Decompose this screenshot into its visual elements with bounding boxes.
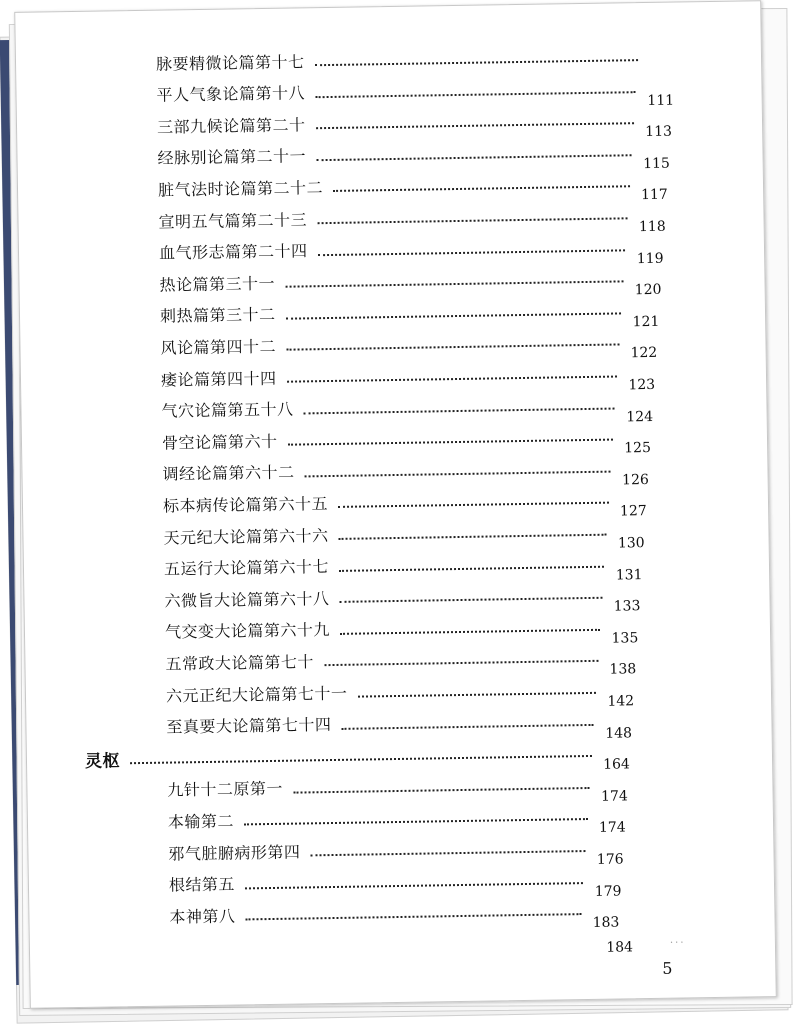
toc-title: 气穴论篇第五十八 [161, 399, 294, 421]
toc-page-number: 115 [643, 155, 670, 172]
toc-page-number: 130 [617, 535, 645, 552]
dot-leader [244, 818, 588, 825]
toc-entry[interactable] [168, 831, 623, 866]
dot-leader [316, 122, 634, 129]
dot-leader [315, 59, 638, 66]
toc-entry[interactable] [166, 673, 634, 708]
dot-leader [286, 312, 622, 319]
toc-title: 五常政大论篇第七十 [165, 652, 315, 674]
toc-page-number: 135 [611, 630, 639, 647]
toc-entry[interactable] [160, 294, 660, 330]
toc-entry[interactable] [158, 167, 668, 203]
toc-page-number: 164 [603, 756, 631, 773]
toc-page-number: 124 [626, 408, 654, 425]
toc-entry[interactable] [156, 72, 674, 108]
toc-entry[interactable] [161, 389, 653, 425]
dot-leader [304, 407, 615, 414]
toc-page-number: 113 [645, 123, 673, 141]
toc-title: 本神第八 [169, 906, 236, 927]
toc-entry[interactable] [169, 863, 622, 898]
toc-page-number: 118 [638, 218, 666, 236]
toc-entry[interactable] [160, 325, 657, 361]
dot-leader [285, 281, 623, 288]
toc-title: 痿论篇第四十四 [160, 368, 277, 390]
dot-leader [286, 344, 619, 351]
dot-leader [293, 787, 590, 794]
toc-page-number: 131 [615, 566, 643, 584]
toc-title: 骨空论篇第六十 [161, 431, 278, 453]
toc-entry[interactable] [159, 230, 664, 266]
toc-title: 调经论篇第六十二 [162, 462, 295, 484]
toc-entry[interactable] [162, 420, 651, 456]
toc-page-number: 174 [600, 788, 628, 805]
dot-leader [245, 882, 583, 889]
dot-leader [311, 850, 586, 856]
toc-page-number: 125 [624, 440, 652, 457]
dot-leader [333, 186, 630, 193]
toc-title: 刺热篇第三十二 [159, 305, 276, 326]
toc-title: 根结第五 [168, 874, 236, 895]
dot-leader [340, 629, 600, 635]
toc-title: 平人气象论篇第十八 [156, 83, 306, 105]
toc-page-number: 123 [628, 376, 656, 394]
toc-page-number: 122 [630, 345, 658, 362]
toc-title: 脏气法时论篇第二十二 [157, 177, 324, 200]
dot-leader [315, 91, 636, 98]
toc-page-number: 138 [609, 661, 637, 679]
toc-entry[interactable] [169, 895, 619, 930]
toc-title: 标本病传论篇第六十五 [162, 493, 329, 516]
toc-title: 脉要精微论篇第十七 [155, 51, 305, 74]
toc-title: 六微旨大论篇第六十八 [164, 588, 330, 611]
toc-title: 血气形志篇第二十四 [158, 241, 308, 263]
toc-entry[interactable] [164, 578, 640, 613]
toc-page-number: 127 [619, 503, 647, 520]
table-of-contents [15, 1, 760, 932]
toc-title: 至真要大论篇第七十四 [166, 715, 332, 737]
toc-page-number: 121 [632, 313, 660, 331]
toc-entry[interactable] [161, 357, 655, 393]
page-number: 5 [662, 958, 673, 978]
toc-title: 天元纪大论篇第六十六 [163, 525, 329, 548]
toc-entry[interactable] [163, 483, 647, 519]
dot-leader [342, 724, 594, 730]
toc-page-number: 119 [636, 250, 664, 267]
toc-title: 五运行大论篇第六十七 [163, 557, 330, 579]
toc-title: 经脉别论篇第二十一 [157, 146, 307, 168]
toc-entry[interactable] [159, 262, 661, 298]
dot-leader [339, 565, 604, 571]
dot-leader [316, 154, 632, 161]
toc-page-number: 117 [640, 187, 668, 204]
toc-page [14, 0, 777, 1009]
toc-page-number: 133 [613, 598, 641, 615]
toc-entry[interactable] [165, 642, 636, 677]
toc-title: 本输第二 [167, 811, 235, 832]
toc-title: 九针十二原第一 [167, 779, 284, 800]
toc-title: 宣明五气篇第二十三 [158, 209, 308, 232]
toc-page-number: 126 [621, 471, 649, 489]
dot-leader [340, 597, 603, 603]
dot-leader [246, 913, 582, 920]
dot-leader [339, 534, 607, 540]
toc-entry[interactable] [157, 104, 672, 140]
toc-entry[interactable] [168, 800, 626, 835]
toc-title: 风论篇第四十二 [160, 336, 277, 358]
toc-entry[interactable] [157, 135, 670, 171]
toc-title: 热论篇第三十一 [159, 273, 276, 295]
toc-page-number: 142 [607, 693, 635, 710]
toc-entry[interactable] [167, 768, 628, 803]
toc-page-number: 120 [634, 281, 662, 299]
toc-entry[interactable] [164, 547, 643, 583]
dot-leader [318, 249, 626, 256]
corner-dots: ··· [669, 937, 686, 949]
dot-leader [288, 439, 613, 446]
toc-entry[interactable] [162, 452, 649, 488]
toc-page-number: 183 [592, 914, 620, 932]
toc-page-number: 176 [596, 851, 624, 868]
dot-leader [287, 376, 617, 383]
dot-leader [130, 755, 592, 764]
toc-title: 灵枢 [84, 751, 121, 772]
dot-leader [305, 470, 611, 477]
dot-leader [317, 217, 627, 224]
toc-section[interactable] [85, 737, 630, 774]
toc-entry[interactable] [156, 41, 676, 77]
toc-title: 三部九候论篇第二十 [156, 115, 306, 137]
toc-page-number: 174 [598, 819, 626, 837]
dot-leader [324, 660, 598, 666]
toc-title: 气交变大论篇第六十九 [164, 620, 331, 642]
toc-entry[interactable] [158, 199, 665, 235]
toc-title: 邪气脏腑病形第四 [168, 842, 301, 864]
toc-page-number: 179 [594, 883, 622, 900]
dot-leader [338, 502, 609, 508]
toc-title: 六元正纪大论篇第七十一 [165, 683, 348, 706]
toc-page-number: 111 [647, 92, 675, 109]
dot-leader [358, 692, 596, 698]
toc-entry[interactable] [165, 610, 639, 645]
toc-entry[interactable] [163, 515, 644, 551]
toc-page-number: 148 [605, 724, 633, 742]
toc-entry[interactable] [166, 705, 632, 740]
trailing-page-number: 184 [606, 939, 634, 956]
